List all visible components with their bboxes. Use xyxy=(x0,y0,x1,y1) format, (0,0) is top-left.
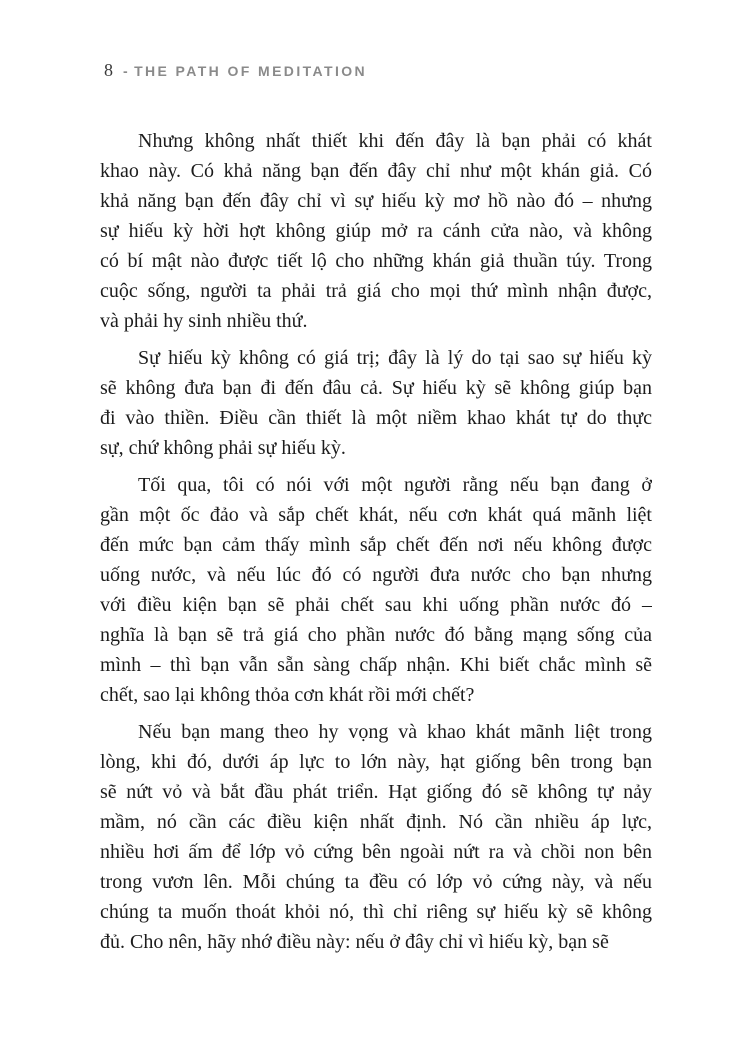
running-header-title: THE PATH OF MEDITATION xyxy=(134,63,368,79)
body-line: nhiều hơi ấm để lớp vỏ cứng bên ngoài nứt ra và chồi non bên xyxy=(100,841,652,863)
paragraph xyxy=(100,126,652,336)
body-line: Sự hiếu kỳ không có giá trị; đây là lý do tại sao sự hiếu kỳ xyxy=(138,347,652,369)
body-text xyxy=(100,126,652,964)
body-line: uống nước, và nếu lúc đó có người đưa nước cho bạn nhưng xyxy=(100,564,652,586)
paragraph xyxy=(100,470,652,710)
body-line: cuộc sống, người ta phải trả giá cho mọi thứ mình nhận được, xyxy=(100,280,652,302)
body-line: sự hiếu kỳ hời hợt không giúp mở ra cánh cửa nào, và không xyxy=(100,220,652,242)
body-line: sẽ không đưa bạn đi đến đâu cả. Sự hiếu kỳ sẽ không giúp bạn xyxy=(100,377,652,399)
body-line: sẽ nứt vỏ và bắt đầu phát triển. Hạt giống đó sẽ không tự nảy xyxy=(100,781,652,803)
body-line: khả năng bạn đến đây chỉ vì sự hiếu kỳ mơ hồ nào đó – nhưng xyxy=(100,190,652,212)
paragraph xyxy=(100,717,652,957)
body-line: trong vươn lên. Mỗi chúng ta đều có lớp vỏ cứng này, và nếu xyxy=(100,871,652,893)
body-line: chúng ta muốn thoát khỏi nó, thì chỉ riêng sự hiếu kỳ sẽ không xyxy=(100,901,652,923)
body-line: mình – thì bạn vẫn sẵn sàng chấp nhận. Khi biết chắc mình sẽ xyxy=(100,654,652,676)
body-line: Nhưng không nhất thiết khi đến đây là bạn phải có khát xyxy=(138,130,652,152)
body-line: Nếu bạn mang theo hy vọng và khao khát mãnh liệt trong xyxy=(138,721,652,743)
body-line: sự, chứ không phải sự hiếu kỳ. xyxy=(100,437,346,459)
body-line: khao này. Có khả năng bạn đến đây chỉ như một khán giả. Có xyxy=(100,160,652,182)
body-line: đủ. Cho nên, hãy nhớ điều này: nếu ở đây chỉ vì hiếu kỳ, bạn sẽ xyxy=(100,931,609,953)
body-line: nghĩa là bạn sẽ trả giá cho phần nước đó bằng mạng sống của xyxy=(100,624,652,646)
body-line: Tối qua, tôi có nói với một người rằng nếu bạn đang ở xyxy=(138,474,652,496)
paragraph xyxy=(100,343,652,463)
body-line: lòng, khi đó, dưới áp lực to lớn này, hạt giống bên trong bạn xyxy=(100,751,652,773)
body-line: đi vào thiền. Điều cần thiết là một niềm khao khát tự do thực xyxy=(100,407,652,429)
running-header xyxy=(104,60,367,81)
body-line: và phải hy sinh nhiều thứ. xyxy=(100,310,308,332)
body-line: đến mức bạn cảm thấy mình sắp chết đến nơi nếu không được xyxy=(100,534,652,556)
body-line: chết, sao lại không thỏa cơn khát rồi mới chết? xyxy=(100,684,475,706)
body-line: mầm, nó cần các điều kiện nhất định. Nó cần nhiều áp lực, xyxy=(100,811,652,833)
page-number: 8 xyxy=(104,60,113,80)
body-line: gần một ốc đảo và sắp chết khát, nếu cơn khát quá mãnh liệt xyxy=(100,504,652,526)
header-separator: - xyxy=(123,63,131,79)
body-line: với điều kiện bạn sẽ phải chết sau khi uống phần nước đó – xyxy=(100,594,652,616)
body-line: có bí mật nào được tiết lộ cho những khán giả thuần túy. Trong xyxy=(100,250,652,272)
